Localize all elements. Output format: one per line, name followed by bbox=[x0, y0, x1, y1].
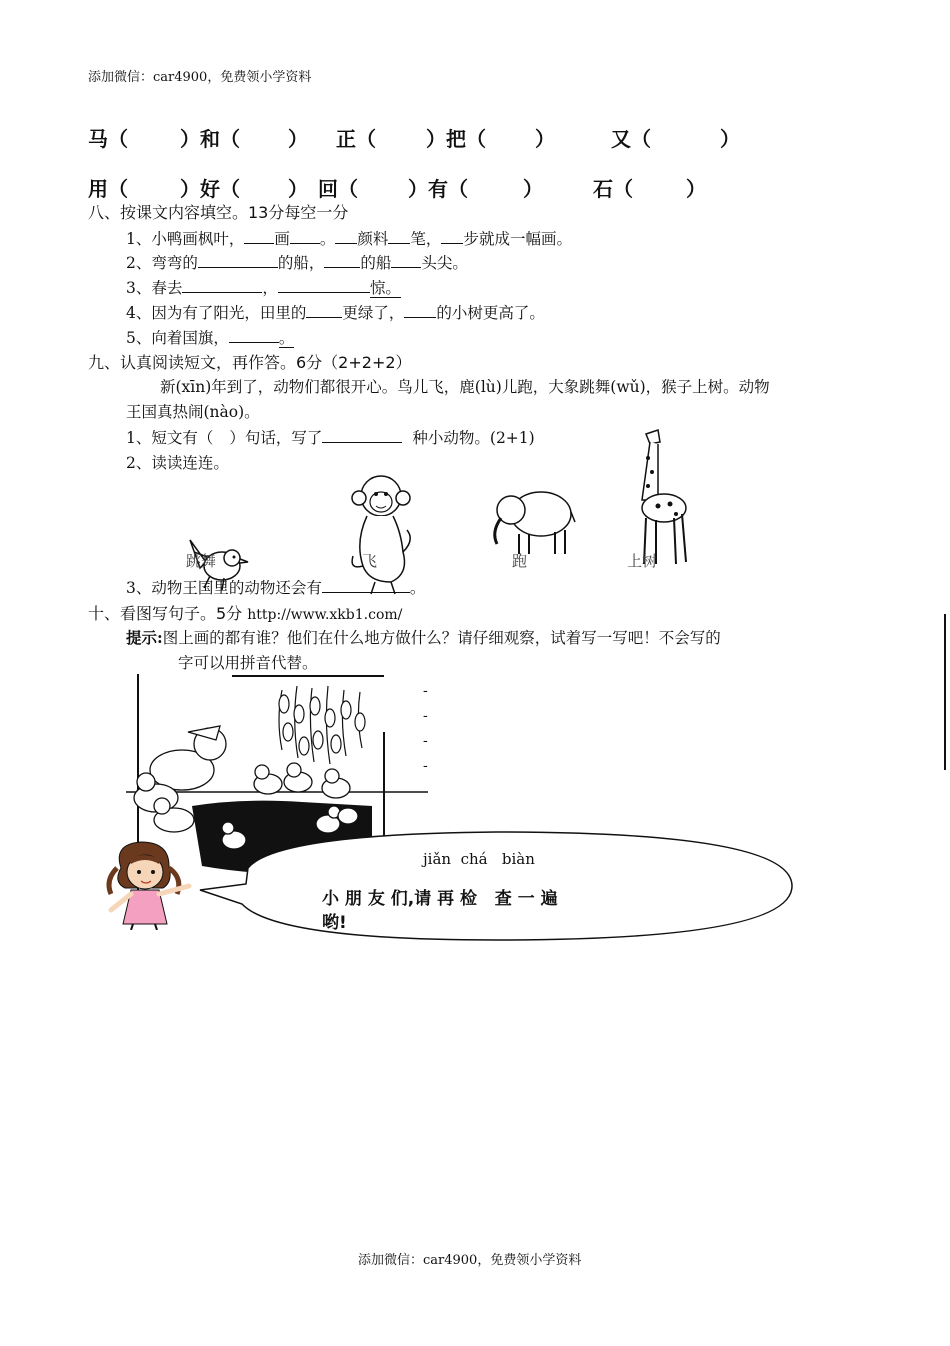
word-cell: ） bbox=[288, 177, 308, 201]
blank[interactable] bbox=[441, 228, 463, 245]
action-label: 飞 bbox=[362, 552, 378, 570]
line-marker: - bbox=[423, 758, 428, 774]
word-cell: ） bbox=[535, 127, 555, 151]
passage-line-2: 王国真热闹(nào)。 bbox=[126, 403, 260, 421]
blank[interactable] bbox=[404, 302, 436, 319]
word-cell: ）把（ bbox=[426, 127, 486, 151]
word-cell: 马（ bbox=[88, 127, 128, 151]
word-cell: ）有（ bbox=[408, 177, 468, 201]
word-cell: 用（ bbox=[88, 177, 128, 201]
blank[interactable] bbox=[290, 228, 320, 245]
hint-line-1: 提示:图上画的都有谁？他们在什么地方做什么？请仔细观察，试着写一写吧！不会写的 bbox=[126, 628, 721, 647]
word-cell: ） bbox=[523, 177, 543, 201]
word-cell: 正（ bbox=[336, 127, 376, 151]
bubble-text-line-2: 哟! bbox=[322, 913, 347, 933]
word-cell: ） bbox=[288, 127, 308, 151]
section-10-title: 十、看图写句子。5分 http://www.xkb1.com/ bbox=[88, 604, 403, 623]
question-3: 3、动物王国里的动物还会有 。 bbox=[126, 576, 425, 598]
line-marker: - bbox=[423, 708, 428, 724]
blank[interactable] bbox=[278, 277, 370, 294]
blank[interactable] bbox=[335, 228, 357, 245]
fill-item-4: 4、因为有了阳光，田里的 更绿了， 的小树更高了。 bbox=[126, 301, 545, 323]
girl-illustration bbox=[103, 838, 203, 930]
word-cell: ） bbox=[686, 177, 706, 201]
blank[interactable] bbox=[182, 277, 262, 294]
line-marker: - bbox=[423, 683, 428, 699]
question-1: 1、短文有（ ）句话，写了 种小动物。(2+1) bbox=[126, 426, 535, 448]
line-marker: - bbox=[423, 733, 428, 749]
word-cell: ） bbox=[720, 127, 740, 151]
action-label: 跳舞 bbox=[186, 552, 217, 570]
elephant-drawing bbox=[485, 484, 577, 558]
blank[interactable] bbox=[229, 327, 279, 344]
fill-item-3: 3、春去 ， 惊。 bbox=[126, 276, 401, 298]
fill-item-1: 1、小鸭画枫叶， 画 。 颜料 笔， 步就成一幅画。 bbox=[126, 227, 572, 249]
section-8-title: 八、按课文内容填空。13分每空一分 bbox=[88, 203, 349, 222]
blank[interactable] bbox=[388, 228, 410, 245]
bubble-text-line-1: 小 朋 友 们,请 再 检 查 一 遍 bbox=[322, 889, 558, 909]
action-label: 跑 bbox=[512, 552, 528, 570]
word-cell: ）好（ bbox=[180, 177, 240, 201]
bubble-pinyin: jiǎn chá biàn bbox=[423, 850, 535, 868]
word-cell: 回（ bbox=[318, 177, 358, 201]
action-label: 上树 bbox=[627, 552, 658, 570]
word-cell: ）和（ bbox=[180, 127, 240, 151]
blank[interactable] bbox=[322, 427, 402, 444]
fill-item-5: 5、向着国旗， 。 bbox=[126, 326, 294, 348]
url-text: http://www.xkb1.com/ bbox=[247, 607, 403, 623]
scrollbar[interactable] bbox=[944, 614, 946, 770]
section-9-title: 九、认真阅读短文，再作答。6分（2+2+2） bbox=[88, 353, 412, 372]
blank[interactable] bbox=[198, 252, 278, 269]
page-footer: 添加微信：car4900，免费领小学资料 bbox=[358, 1253, 582, 1268]
blank[interactable] bbox=[306, 302, 342, 319]
giraffe-drawing bbox=[628, 428, 694, 568]
word-cell: 又（ bbox=[611, 127, 651, 151]
passage-line-1: 新(xīn)年到了，动物们都很开心。鸟儿飞，鹿(lù)儿跑，大象跳舞(wǔ)，猴子上树。动物 bbox=[160, 378, 770, 396]
fill-item-2: 2、弯弯的 的船， 的船 头尖。 bbox=[126, 251, 468, 273]
word-cell: 石（ bbox=[593, 177, 633, 201]
blank[interactable] bbox=[391, 252, 421, 269]
question-2: 2、读读连连。 bbox=[126, 454, 229, 472]
blank[interactable] bbox=[244, 228, 274, 245]
blank[interactable] bbox=[322, 577, 410, 594]
hint-line-2: 字可以用拼音代替。 bbox=[178, 654, 318, 672]
page-header: 添加微信：car4900，免费领小学资料 bbox=[88, 70, 312, 85]
blank[interactable] bbox=[324, 252, 360, 269]
